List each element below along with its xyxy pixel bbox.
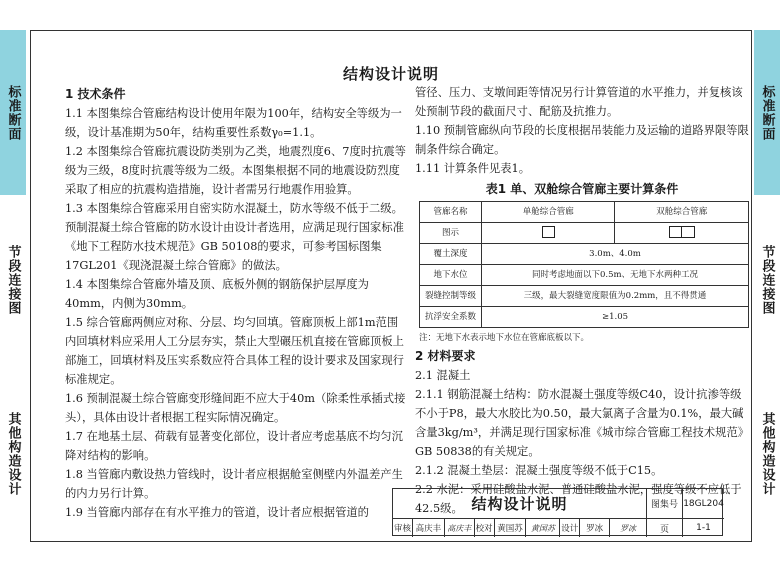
paragraph: 1.9 当管廊内部存在有水平推力的管道，设计者应根据管道的: [65, 506, 369, 519]
paragraph: 1.1 本图集综合管廊结构设计使用年限为100年，结构安全等级为一级，设计基准期为50年，结构重要性系数γ₀=1.1。: [65, 107, 402, 139]
paragraph: 1.7 在地基土层、荷载有显著变化部位，设计者应考虑基底不均匀沉降对结构的影响。: [65, 430, 403, 462]
designer-signature: 罗冰: [620, 523, 637, 533]
review-label: 审核: [393, 519, 413, 537]
title-block-name: 结构设计说明: [393, 489, 647, 519]
calculation-conditions-table: [419, 201, 749, 328]
paragraph: 1.10 预制管廊纵向节段的长度根据吊装能力及运输的道路界限等限制条件综合确定。: [415, 124, 749, 156]
table-note: 注：无地下水表示地下水位在管廊底板以下。: [419, 333, 590, 343]
table-cell: 三级，最大裂缝宽度限值为0.2mm，且不得贯通: [482, 286, 749, 307]
table-row-label: 地下水位: [420, 265, 482, 286]
designer-name: 罗冰: [580, 519, 610, 537]
table-row-label: 裂缝控制等级: [420, 286, 482, 307]
title-block: [392, 488, 723, 536]
page-title: 结构设计说明: [342, 65, 439, 83]
paragraph: 2.1.1 钢筋混凝土结构：防水混凝土强度等级C40，设计抗渗等级不小于P8，最大水胶比为0.50，最大氯离子含量为0.1%，最大碱含量3kg/m³，并满足现行国家标准《城市综合管廊工程技术规范》GB 50838的有关规定。: [415, 388, 744, 458]
check-label: 校对: [475, 519, 495, 537]
table-row: [420, 286, 749, 307]
table-row-label: 图示: [420, 223, 482, 244]
table-row: [420, 265, 749, 286]
drawing-frame: [30, 30, 752, 542]
reviewer-signature: 高庆丰: [445, 519, 475, 537]
single-cell-icon: [542, 226, 555, 238]
paragraph: 管径、压力、支墩间距等情况另行计算管道的水平推力，并复核该处预制节段的截面尺寸、配筋及抗推力。: [415, 86, 743, 118]
left-column: [65, 83, 407, 522]
side-tab-other-construction[interactable]: 其他构造设计: [0, 365, 26, 543]
paragraph: 1.6 预制混凝土综合管廊变形缝间距不应大于40m（除柔性承插式接头），具体由设计者根据工程实际情况确定。: [65, 392, 406, 424]
section-heading-technical: 1 技术条件: [65, 87, 126, 101]
table-row-label: 覆土深度: [420, 244, 482, 265]
double-cell-icon: [669, 226, 695, 238]
side-tab-segment-connection[interactable]: 节段连接图: [0, 195, 26, 365]
table-title: 表1 单、双舱综合管廊主要计算条件: [485, 182, 679, 196]
side-tab-standard-section-right[interactable]: 标准断面: [754, 30, 780, 195]
paragraph: 1.11 计算条件见表1。: [415, 162, 531, 175]
table-cell: ≥1.05: [482, 307, 749, 328]
side-tab-standard-section[interactable]: 标准断面: [0, 30, 26, 195]
design-label: 设计: [560, 519, 580, 537]
atlas-number: 18GL204: [683, 489, 724, 519]
table-row: [420, 244, 749, 265]
paragraph: 1.2 本图集综合管廊抗震设防类别为乙类，地震烈度6、7度时抗震等级为三级，8度时抗震等级为二级。本图集根据不同的地震设防烈度采取了相应的抗震构造措施，设计者需另行地震作用验算。: [65, 145, 406, 196]
checker-signature: 黄国苏: [526, 519, 560, 537]
section-heading-materials: 2 材料要求: [415, 349, 476, 363]
table-cell: 3.0m、4.0m: [482, 244, 749, 265]
paragraph: 1.5 综合管廊两侧应对称、分层、均匀回填。管廊顶板上部1m范围内回填材料应采用人工分层夯实，禁止大型碾压机直接在管廊顶板上部施工，回填材料及压实系数应符合具体工程的设计要求及国家现行标准规定。: [65, 316, 404, 386]
table-cell: 同时考虑地面以下0.5m、无地下水两种工况: [482, 265, 749, 286]
paragraph: 1.4 本图集综合管廊外墙及顶、底板外侧的钢筋保护层厚度为40mm，内侧为30mm。: [65, 278, 369, 310]
single-cell-diagram: [482, 223, 615, 244]
paragraph: 2.2 水泥：采用硅酸盐水泥、普通硅酸盐水泥，强度等级不应低于42.5级。: [415, 483, 742, 515]
paragraph: 2.1.2 混凝土垫层：混凝土强度等级不低于C15。: [415, 464, 663, 477]
paragraph: 1.8 当管廊内敷设热力管线时，设计者应根据舱室侧壁内外温差产生的内力另行计算。: [65, 468, 403, 500]
checker-name: 黄国苏: [495, 519, 527, 537]
page-label: 页: [647, 519, 683, 537]
table-header-cell: 单舱综合管廊: [482, 202, 615, 223]
subsection-heading: 2.1 混凝土: [415, 369, 471, 382]
table-row-label: 抗浮安全系数: [420, 307, 482, 328]
side-tab-other-construction-right[interactable]: 其他构造设计: [754, 365, 780, 543]
double-cell-diagram: [615, 223, 749, 244]
page-number: 1-1: [696, 523, 711, 533]
table-header-row: [420, 202, 749, 223]
signature-row: [393, 519, 647, 537]
table-header-cell: 管廊名称: [420, 202, 482, 223]
reviewer-name: 高庆丰: [413, 519, 445, 537]
paragraph: 1.3 本图集综合管廊采用自密实防水混凝土，防水等级不低于二级。预制混凝土综合管廊的防水设计由设计者选用，应满足现行国家标准《地下工程防水技术规范》GB 50108的要求，可参考国标图集 17GL201《现浇混凝土综合管廊》的做法。: [65, 202, 404, 272]
table-row: [420, 307, 749, 328]
table-row: [420, 223, 749, 244]
right-column: [415, 83, 749, 518]
table-header-cell: 双舱综合管廊: [615, 202, 749, 223]
atlas-number-label: 图集号: [647, 489, 683, 519]
side-tab-segment-connection-right[interactable]: 节段连接图: [754, 195, 780, 365]
